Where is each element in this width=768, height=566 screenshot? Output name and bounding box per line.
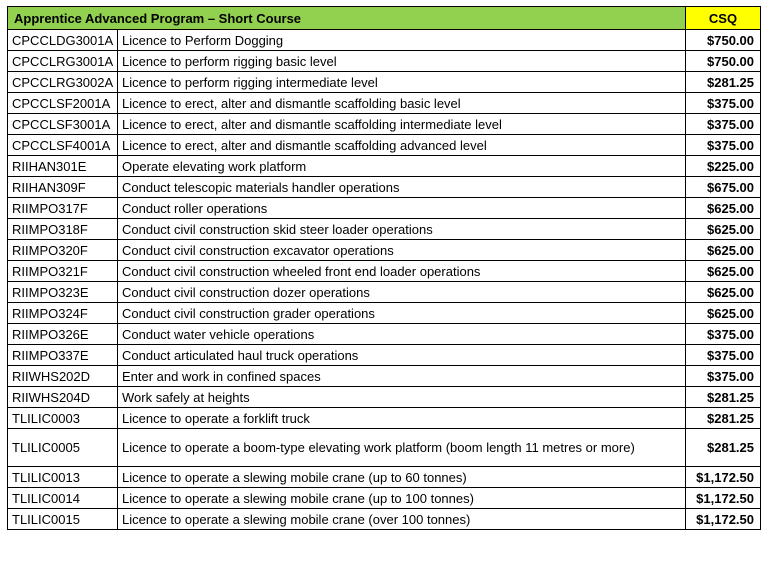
table-row <box>8 30 761 51</box>
price-cell: $281.25 <box>686 387 761 408</box>
table-row <box>8 387 761 408</box>
unit-description-cell: Licence to operate a slewing mobile crane (up to 100 tonnes) <box>118 488 686 509</box>
table-title: Apprentice Advanced Program – Short Course <box>8 7 686 30</box>
unit-description-cell: Conduct civil construction grader operations <box>118 303 686 324</box>
unit-description-cell: Conduct civil construction excavator operations <box>118 240 686 261</box>
table-row <box>8 72 761 93</box>
unit-code-cell: RIIMPO321F <box>8 261 118 282</box>
table-row <box>8 345 761 366</box>
price-column-header: CSQ <box>686 7 761 30</box>
table-row <box>8 51 761 72</box>
unit-description-cell: Licence to operate a slewing mobile crane (over 100 tonnes) <box>118 509 686 530</box>
unit-code-cell: RIIHAN301E <box>8 156 118 177</box>
unit-code-cell: RIIMPO337E <box>8 345 118 366</box>
price-cell: $675.00 <box>686 177 761 198</box>
unit-code-cell: RIIMPO326E <box>8 324 118 345</box>
unit-code-cell: TLILIC0003 <box>8 408 118 429</box>
unit-code-cell: RIIMPO324F <box>8 303 118 324</box>
unit-code-cell: CPCCLRG3001A <box>8 51 118 72</box>
unit-code-cell: TLILIC0015 <box>8 509 118 530</box>
price-cell: $1,172.50 <box>686 488 761 509</box>
price-cell: $281.25 <box>686 72 761 93</box>
unit-code-cell: CPCCLSF2001A <box>8 93 118 114</box>
table-body <box>8 30 761 530</box>
unit-code-cell: CPCCLDG3001A <box>8 30 118 51</box>
unit-description-cell: Enter and work in confined spaces <box>118 366 686 387</box>
table-row <box>8 366 761 387</box>
table-row <box>8 114 761 135</box>
price-cell: $375.00 <box>686 324 761 345</box>
unit-description-cell: Licence to perform rigging basic level <box>118 51 686 72</box>
unit-description-cell: Licence to perform rigging intermediate level <box>118 72 686 93</box>
table-row <box>8 408 761 429</box>
price-cell: $750.00 <box>686 51 761 72</box>
table-row <box>8 324 761 345</box>
price-cell: $625.00 <box>686 198 761 219</box>
table-row <box>8 240 761 261</box>
unit-description-cell: Conduct water vehicle operations <box>118 324 686 345</box>
table-row <box>8 303 761 324</box>
unit-description-cell: Licence to erect, alter and dismantle scaffolding advanced level <box>118 135 686 156</box>
unit-description-cell: Licence to Perform Dogging <box>118 30 686 51</box>
table-row <box>8 429 761 467</box>
price-cell: $375.00 <box>686 135 761 156</box>
unit-code-cell: CPCCLSF4001A <box>8 135 118 156</box>
course-price-table <box>7 6 761 530</box>
unit-description-cell: Licence to erect, alter and dismantle scaffolding intermediate level <box>118 114 686 135</box>
price-cell: $625.00 <box>686 240 761 261</box>
unit-description-cell: Conduct civil construction skid steer loader operations <box>118 219 686 240</box>
table-row <box>8 93 761 114</box>
unit-description-cell: Licence to erect, alter and dismantle scaffolding basic level <box>118 93 686 114</box>
unit-description-cell: Conduct civil construction dozer operations <box>118 282 686 303</box>
table-row <box>8 488 761 509</box>
table-row <box>8 135 761 156</box>
price-cell: $375.00 <box>686 114 761 135</box>
table-header-row <box>8 7 761 30</box>
price-cell: $281.25 <box>686 429 761 467</box>
price-cell: $225.00 <box>686 156 761 177</box>
price-cell: $1,172.50 <box>686 509 761 530</box>
unit-description-cell: Conduct telescopic materials handler operations <box>118 177 686 198</box>
table-row <box>8 261 761 282</box>
table-row <box>8 282 761 303</box>
price-cell: $375.00 <box>686 366 761 387</box>
table-row <box>8 467 761 488</box>
table-row <box>8 177 761 198</box>
unit-code-cell: RIIWHS202D <box>8 366 118 387</box>
unit-code-cell: RIIMPO323E <box>8 282 118 303</box>
unit-code-cell: RIIWHS204D <box>8 387 118 408</box>
unit-description-cell: Conduct roller operations <box>118 198 686 219</box>
price-cell: $1,172.50 <box>686 467 761 488</box>
unit-code-cell: TLILIC0005 <box>8 429 118 467</box>
unit-description-cell: Operate elevating work platform <box>118 156 686 177</box>
unit-code-cell: RIIMPO320F <box>8 240 118 261</box>
table-row <box>8 156 761 177</box>
unit-code-cell: RIIMPO317F <box>8 198 118 219</box>
price-cell: $625.00 <box>686 282 761 303</box>
price-cell: $750.00 <box>686 30 761 51</box>
unit-description-cell: Conduct articulated haul truck operations <box>118 345 686 366</box>
unit-code-cell: CPCCLSF3001A <box>8 114 118 135</box>
table-row <box>8 219 761 240</box>
unit-description-cell: Licence to operate a forklift truck <box>118 408 686 429</box>
price-cell: $625.00 <box>686 303 761 324</box>
unit-code-cell: RIIMPO318F <box>8 219 118 240</box>
unit-description-cell: Work safely at heights <box>118 387 686 408</box>
unit-description-cell: Licence to operate a boom-type elevating work platform (boom length 11 metres or more) <box>118 429 686 467</box>
unit-code-cell: CPCCLRG3002A <box>8 72 118 93</box>
price-cell: $625.00 <box>686 261 761 282</box>
unit-description-cell: Conduct civil construction wheeled front end loader operations <box>118 261 686 282</box>
price-cell: $375.00 <box>686 93 761 114</box>
price-cell: $625.00 <box>686 219 761 240</box>
unit-description-cell: Licence to operate a slewing mobile crane (up to 60 tonnes) <box>118 467 686 488</box>
price-cell: $375.00 <box>686 345 761 366</box>
table-row <box>8 198 761 219</box>
price-cell: $281.25 <box>686 408 761 429</box>
unit-code-cell: RIIHAN309F <box>8 177 118 198</box>
unit-code-cell: TLILIC0014 <box>8 488 118 509</box>
table-row <box>8 509 761 530</box>
unit-code-cell: TLILIC0013 <box>8 467 118 488</box>
